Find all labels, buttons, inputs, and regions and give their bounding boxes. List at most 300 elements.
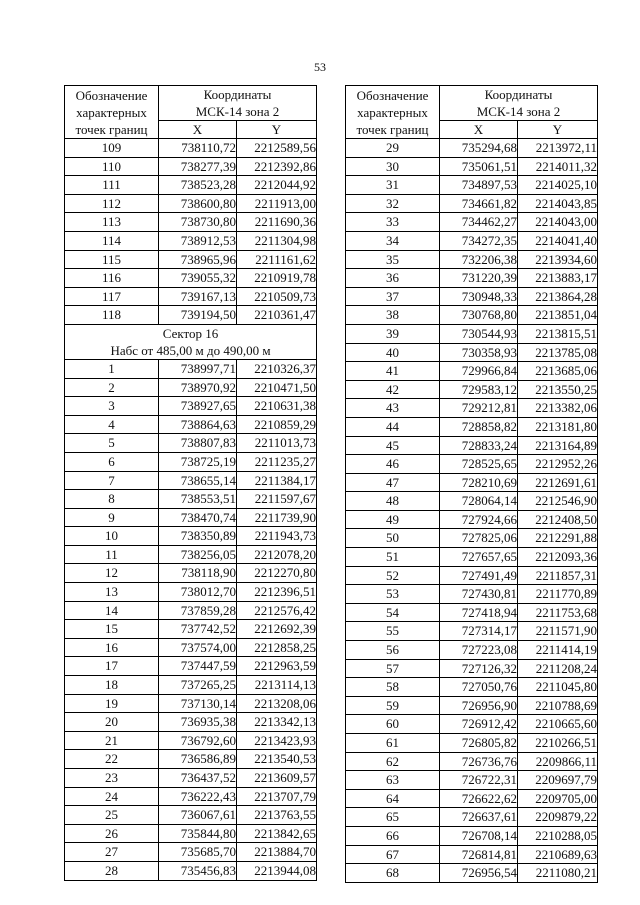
x-coordinate-cell: 735061,51	[440, 157, 518, 176]
point-label-header-line1: Обозначение	[75, 87, 148, 103]
point-id-cell: 25	[65, 806, 159, 825]
x-coordinate-cell: 734897,53	[440, 176, 518, 195]
point-id-cell: 6	[65, 452, 159, 471]
x-coordinate-cell: 738912,53	[159, 231, 237, 250]
table-row	[346, 510, 598, 529]
y-coordinate-cell: 2213934,60	[518, 250, 598, 269]
point-label-header-line2: характерных	[357, 104, 428, 120]
x-coordinate-cell: 727126,32	[440, 659, 518, 678]
y-coordinate-cell: 2213883,17	[518, 269, 598, 288]
point-id-cell: 67	[346, 845, 440, 864]
y-coordinate-cell: 2210631,38	[237, 397, 317, 416]
point-id-cell: 4	[65, 415, 159, 434]
point-id-cell: 68	[346, 864, 440, 883]
point-id-cell: 64	[346, 789, 440, 808]
table-row	[65, 769, 317, 788]
point-id-cell: 36	[346, 269, 440, 288]
x-coordinate-cell: 738807,83	[159, 434, 237, 453]
y-coordinate-cell: 2211045,80	[518, 678, 598, 697]
point-id-cell: 62	[346, 752, 440, 771]
y-coordinate-cell: 2213763,55	[237, 806, 317, 825]
y-coordinate-cell: 2213785,08	[518, 343, 598, 362]
table-row	[346, 436, 598, 455]
x-column-header: X	[440, 121, 518, 139]
table-row	[346, 250, 598, 269]
table-row	[346, 585, 598, 604]
y-coordinate-cell: 2212044,92	[237, 176, 317, 195]
x-coordinate-cell: 739194,50	[159, 306, 237, 325]
point-id-cell: 31	[346, 176, 440, 195]
x-coordinate-cell: 726805,82	[440, 734, 518, 753]
table-row	[346, 157, 598, 176]
point-id-cell: 2	[65, 378, 159, 397]
table-row	[346, 529, 598, 548]
table-row	[346, 864, 598, 883]
point-id-cell: 44	[346, 417, 440, 436]
table-row	[65, 434, 317, 453]
x-coordinate-cell: 735844,80	[159, 824, 237, 843]
x-coordinate-cell: 738470,74	[159, 508, 237, 527]
point-id-cell: 47	[346, 473, 440, 492]
x-coordinate-cell: 728210,69	[440, 473, 518, 492]
point-id-cell: 54	[346, 603, 440, 622]
x-coordinate-cell: 738350,89	[159, 527, 237, 546]
point-id-cell: 45	[346, 436, 440, 455]
point-id-cell: 23	[65, 769, 159, 788]
x-coordinate-cell: 738110,72	[159, 139, 237, 158]
x-coordinate-cell: 738118,90	[159, 564, 237, 583]
y-coordinate-cell: 2213884,70	[237, 843, 317, 862]
table-row	[65, 452, 317, 471]
y-coordinate-cell: 2214041,40	[518, 231, 598, 250]
x-coordinate-cell: 734272,35	[440, 231, 518, 250]
x-coordinate-cell: 726708,14	[440, 826, 518, 845]
point-label-header-line1: Обозначение	[356, 87, 429, 103]
point-id-cell: 11	[65, 545, 159, 564]
point-id-cell: 8	[65, 490, 159, 509]
point-id-cell: 19	[65, 694, 159, 713]
point-id-cell: 110	[65, 157, 159, 176]
point-id-cell: 40	[346, 343, 440, 362]
table-row	[65, 806, 317, 825]
y-coordinate-cell: 2212078,20	[237, 545, 317, 564]
y-coordinate-cell: 2211414,19	[518, 641, 598, 660]
point-id-cell: 41	[346, 362, 440, 381]
point-id-cell: 55	[346, 622, 440, 641]
point-id-cell: 22	[65, 750, 159, 769]
point-id-cell: 117	[65, 287, 159, 306]
y-coordinate-cell: 2211690,36	[237, 213, 317, 232]
point-id-cell: 39	[346, 324, 440, 343]
x-coordinate-cell: 726736,76	[440, 752, 518, 771]
x-coordinate-cell: 738012,70	[159, 583, 237, 602]
y-coordinate-cell: 2211913,00	[237, 194, 317, 213]
y-coordinate-cell: 2212963,59	[237, 657, 317, 676]
y-coordinate-cell: 2214043,85	[518, 194, 598, 213]
x-coordinate-cell: 730544,93	[440, 324, 518, 343]
table-row	[65, 490, 317, 509]
coordinates-header-line1: Координаты	[203, 87, 272, 102]
coordinates-header-line1: Координаты	[484, 87, 553, 102]
x-coordinate-cell: 738600,80	[159, 194, 237, 213]
point-id-cell: 5	[65, 434, 159, 453]
y-coordinate-cell: 2209879,22	[518, 808, 598, 827]
table-row	[65, 620, 317, 639]
y-coordinate-cell: 2210859,29	[237, 415, 317, 434]
y-coordinate-cell: 2212392,86	[237, 157, 317, 176]
table-row	[346, 771, 598, 790]
point-id-cell: 17	[65, 657, 159, 676]
x-coordinate-cell: 726814,81	[440, 845, 518, 864]
y-coordinate-cell: 2211384,17	[237, 471, 317, 490]
x-coordinate-cell: 739055,32	[159, 269, 237, 288]
point-id-cell: 63	[346, 771, 440, 790]
point-id-cell: 57	[346, 659, 440, 678]
y-coordinate-cell: 2211571,90	[518, 622, 598, 641]
x-coordinate-cell: 727657,65	[440, 548, 518, 567]
sector-title: Сектор 16	[162, 325, 219, 341]
coordinates-table-right	[345, 85, 598, 883]
table-row	[65, 397, 317, 416]
sector-header-group	[65, 324, 317, 359]
y-coordinate-cell: 2212691,61	[518, 473, 598, 492]
sector-header	[65, 324, 317, 359]
x-coordinate-cell: 731220,39	[440, 269, 518, 288]
point-id-cell: 65	[346, 808, 440, 827]
x-coordinate-cell: 730768,80	[440, 306, 518, 325]
left-rows-group-a	[65, 139, 317, 325]
point-id-cell: 24	[65, 787, 159, 806]
x-coordinate-cell: 736792,60	[159, 731, 237, 750]
table-row	[346, 492, 598, 511]
y-coordinate-cell: 2211753,68	[518, 603, 598, 622]
table-row	[346, 231, 598, 250]
table-row	[65, 359, 317, 378]
y-coordinate-cell: 2213972,11	[518, 139, 598, 158]
y-coordinate-cell: 2212589,56	[237, 139, 317, 158]
table-row	[65, 731, 317, 750]
y-coordinate-cell: 2213707,79	[237, 787, 317, 806]
table-row	[65, 508, 317, 527]
point-id-cell: 34	[346, 231, 440, 250]
point-id-cell: 113	[65, 213, 159, 232]
x-coordinate-cell: 738523,28	[159, 176, 237, 195]
point-id-cell: 18	[65, 676, 159, 695]
table-row	[346, 176, 598, 195]
y-column-header: Y	[518, 121, 598, 139]
y-coordinate-cell: 2212093,36	[518, 548, 598, 567]
table-row	[346, 455, 598, 474]
x-coordinate-cell: 736067,61	[159, 806, 237, 825]
point-id-cell: 114	[65, 231, 159, 250]
y-coordinate-cell: 2213382,06	[518, 399, 598, 418]
point-id-cell: 109	[65, 139, 159, 158]
x-coordinate-cell: 734462,27	[440, 213, 518, 232]
x-coordinate-cell: 727418,94	[440, 603, 518, 622]
x-coordinate-cell: 727924,66	[440, 510, 518, 529]
point-id-cell: 37	[346, 287, 440, 306]
table-row	[65, 139, 317, 158]
y-coordinate-cell: 2213164,89	[518, 436, 598, 455]
point-label-header-line2: характерных	[76, 104, 147, 120]
y-coordinate-cell: 2212408,50	[518, 510, 598, 529]
point-id-cell: 50	[346, 529, 440, 548]
point-id-cell: 14	[65, 601, 159, 620]
table-row	[346, 306, 598, 325]
point-id-cell: 21	[65, 731, 159, 750]
table-row	[65, 415, 317, 434]
point-id-cell: 12	[65, 564, 159, 583]
table-row	[65, 231, 317, 250]
point-id-cell: 29	[346, 139, 440, 158]
x-coordinate-cell: 727050,76	[440, 678, 518, 697]
y-coordinate-cell: 2214025,10	[518, 176, 598, 195]
point-id-cell: 3	[65, 397, 159, 416]
x-coordinate-cell: 737130,14	[159, 694, 237, 713]
table-row	[346, 845, 598, 864]
x-coordinate-cell: 738927,65	[159, 397, 237, 416]
coordinates-table-left	[64, 85, 317, 881]
y-coordinate-cell: 2212692,39	[237, 620, 317, 639]
table-row	[346, 417, 598, 436]
y-coordinate-cell: 2210788,69	[518, 696, 598, 715]
x-coordinate-cell: 727430,81	[440, 585, 518, 604]
table-row	[346, 826, 598, 845]
table-row	[65, 287, 317, 306]
y-coordinate-cell: 2212576,42	[237, 601, 317, 620]
y-coordinate-cell: 2210471,50	[237, 378, 317, 397]
y-coordinate-cell: 2213540,53	[237, 750, 317, 769]
table-row	[65, 471, 317, 490]
point-id-cell: 58	[346, 678, 440, 697]
x-coordinate-cell: 738553,51	[159, 490, 237, 509]
table-row	[346, 808, 598, 827]
point-id-cell: 42	[346, 380, 440, 399]
y-coordinate-cell: 2210919,78	[237, 269, 317, 288]
table-row	[65, 157, 317, 176]
table-row	[346, 566, 598, 585]
y-coordinate-cell: 2211857,31	[518, 566, 598, 585]
x-column-header: X	[159, 121, 237, 139]
point-id-cell: 27	[65, 843, 159, 862]
x-coordinate-cell: 738277,39	[159, 157, 237, 176]
point-label-header-line3: точек границ	[356, 121, 429, 137]
y-coordinate-cell: 2214043,00	[518, 213, 598, 232]
table-row	[65, 694, 317, 713]
x-coordinate-cell: 726912,42	[440, 715, 518, 734]
point-id-cell: 115	[65, 250, 159, 269]
table-row	[346, 287, 598, 306]
y-coordinate-cell: 2212952,26	[518, 455, 598, 474]
y-coordinate-cell: 2213842,65	[237, 824, 317, 843]
point-id-cell: 111	[65, 176, 159, 195]
y-coordinate-cell: 2211080,21	[518, 864, 598, 883]
table-row	[65, 583, 317, 602]
x-coordinate-cell: 735294,68	[440, 139, 518, 158]
x-coordinate-cell: 737742,52	[159, 620, 237, 639]
x-coordinate-cell: 730358,93	[440, 343, 518, 362]
point-id-cell: 66	[346, 826, 440, 845]
table-row	[346, 362, 598, 381]
table-row	[346, 343, 598, 362]
y-column-header: Y	[237, 121, 317, 139]
y-coordinate-cell: 2213851,04	[518, 306, 598, 325]
table-row	[65, 824, 317, 843]
x-coordinate-cell: 735456,83	[159, 861, 237, 880]
table-row	[346, 715, 598, 734]
table-row	[346, 678, 598, 697]
coordinates-header-line2: МСК-14 зона 2	[476, 104, 561, 119]
table-row	[65, 250, 317, 269]
x-coordinate-cell: 728833,24	[440, 436, 518, 455]
table-row	[346, 789, 598, 808]
y-coordinate-cell: 2212270,80	[237, 564, 317, 583]
x-coordinate-cell: 736222,43	[159, 787, 237, 806]
point-id-cell: 112	[65, 194, 159, 213]
x-coordinate-cell: 737265,25	[159, 676, 237, 695]
coordinates-header	[440, 86, 598, 121]
right-rows-group	[346, 139, 598, 883]
y-coordinate-cell: 2211013,73	[237, 434, 317, 453]
y-coordinate-cell: 2211943,73	[237, 527, 317, 546]
point-id-cell: 9	[65, 508, 159, 527]
y-coordinate-cell: 2211597,67	[237, 490, 317, 509]
x-coordinate-cell: 736586,89	[159, 750, 237, 769]
x-coordinate-cell: 726722,31	[440, 771, 518, 790]
table-row	[65, 676, 317, 695]
y-coordinate-cell: 2210266,51	[518, 734, 598, 753]
point-id-cell: 35	[346, 250, 440, 269]
table-row	[346, 603, 598, 622]
point-id-cell: 60	[346, 715, 440, 734]
point-id-cell: 61	[346, 734, 440, 753]
page-number: 53	[314, 60, 326, 74]
x-coordinate-cell: 727491,49	[440, 566, 518, 585]
point-id-cell: 46	[346, 455, 440, 474]
x-coordinate-cell: 738256,05	[159, 545, 237, 564]
table-row	[65, 787, 317, 806]
point-label-header	[65, 86, 159, 139]
table-row	[65, 564, 317, 583]
y-coordinate-cell: 2210665,60	[518, 715, 598, 734]
x-coordinate-cell: 728525,65	[440, 455, 518, 474]
table-row	[346, 696, 598, 715]
point-id-cell: 52	[346, 566, 440, 585]
point-id-cell: 26	[65, 824, 159, 843]
table-row	[346, 324, 598, 343]
point-id-cell: 28	[65, 861, 159, 880]
x-coordinate-cell: 738725,19	[159, 452, 237, 471]
x-coordinate-cell: 729966,84	[440, 362, 518, 381]
table-row	[346, 752, 598, 771]
x-coordinate-cell: 732206,38	[440, 250, 518, 269]
x-coordinate-cell: 729583,12	[440, 380, 518, 399]
x-coordinate-cell: 737447,59	[159, 657, 237, 676]
point-id-cell: 16	[65, 638, 159, 657]
point-id-cell: 20	[65, 713, 159, 732]
table-row	[65, 861, 317, 880]
left-rows-group-b	[65, 359, 317, 880]
point-id-cell: 10	[65, 527, 159, 546]
table-row	[346, 641, 598, 660]
table-row	[346, 399, 598, 418]
x-coordinate-cell: 726637,61	[440, 808, 518, 827]
y-coordinate-cell: 2213685,06	[518, 362, 598, 381]
x-coordinate-cell: 728858,82	[440, 417, 518, 436]
x-coordinate-cell: 734661,82	[440, 194, 518, 213]
y-coordinate-cell: 2210361,47	[237, 306, 317, 325]
x-coordinate-cell: 736437,52	[159, 769, 237, 788]
y-coordinate-cell: 2213208,06	[237, 694, 317, 713]
x-coordinate-cell: 739167,13	[159, 287, 237, 306]
table-row	[346, 734, 598, 753]
y-coordinate-cell: 2214011,32	[518, 157, 598, 176]
y-coordinate-cell: 2213423,93	[237, 731, 317, 750]
y-coordinate-cell: 2210509,73	[237, 287, 317, 306]
x-coordinate-cell: 727223,08	[440, 641, 518, 660]
x-coordinate-cell: 726956,54	[440, 864, 518, 883]
table-row	[65, 176, 317, 195]
x-coordinate-cell: 735685,70	[159, 843, 237, 862]
y-coordinate-cell: 2212396,51	[237, 583, 317, 602]
table-row	[65, 527, 317, 546]
x-coordinate-cell: 729212,81	[440, 399, 518, 418]
point-id-cell: 53	[346, 585, 440, 604]
y-coordinate-cell: 2213114,13	[237, 676, 317, 695]
y-coordinate-cell: 2212546,90	[518, 492, 598, 511]
table-row	[65, 657, 317, 676]
table-row	[346, 548, 598, 567]
y-coordinate-cell: 2213342,13	[237, 713, 317, 732]
table-row	[346, 194, 598, 213]
table-row	[65, 713, 317, 732]
x-coordinate-cell: 727314,17	[440, 622, 518, 641]
y-coordinate-cell: 2211161,62	[237, 250, 317, 269]
x-coordinate-cell: 738655,14	[159, 471, 237, 490]
point-id-cell: 30	[346, 157, 440, 176]
point-id-cell: 59	[346, 696, 440, 715]
y-coordinate-cell: 2209866,11	[518, 752, 598, 771]
table-row	[346, 622, 598, 641]
table-row	[65, 306, 317, 325]
point-id-cell: 38	[346, 306, 440, 325]
y-coordinate-cell: 2213944,08	[237, 861, 317, 880]
x-coordinate-cell: 726956,90	[440, 696, 518, 715]
table-row	[65, 194, 317, 213]
table-row	[346, 213, 598, 232]
y-coordinate-cell: 2211304,98	[237, 231, 317, 250]
x-coordinate-cell: 726622,62	[440, 789, 518, 808]
y-coordinate-cell: 2213815,51	[518, 324, 598, 343]
x-coordinate-cell: 738970,92	[159, 378, 237, 397]
y-coordinate-cell: 2210288,05	[518, 826, 598, 845]
x-coordinate-cell: 738965,96	[159, 250, 237, 269]
y-coordinate-cell: 2209705,00	[518, 789, 598, 808]
y-coordinate-cell: 2212291,88	[518, 529, 598, 548]
table-row	[65, 269, 317, 288]
x-coordinate-cell: 727825,06	[440, 529, 518, 548]
table-row	[65, 545, 317, 564]
y-coordinate-cell: 2213609,57	[237, 769, 317, 788]
x-coordinate-cell: 738997,71	[159, 359, 237, 378]
table-row	[346, 380, 598, 399]
x-coordinate-cell: 736935,38	[159, 713, 237, 732]
table-row	[65, 638, 317, 657]
point-label-header	[346, 86, 440, 139]
table-row	[65, 601, 317, 620]
point-id-cell: 43	[346, 399, 440, 418]
table-row	[65, 378, 317, 397]
